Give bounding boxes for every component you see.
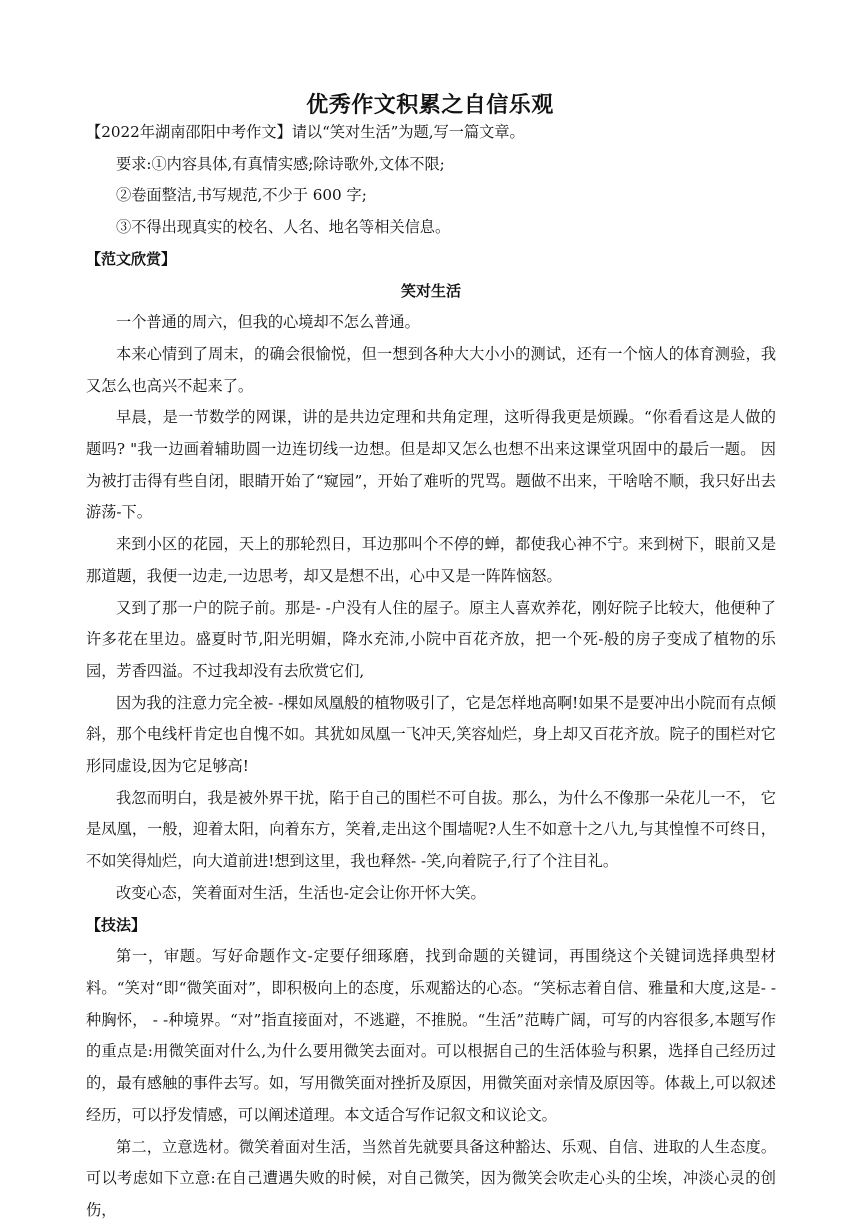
requirement-3: ③不得出现真实的校名、人名、地名等相关信息。 <box>116 218 451 237</box>
essay-title: 笑对生活 <box>400 281 461 300</box>
technique-paragraph: 第二，立意选材。微笑着面对生活，当然首先就要具备这种豁达、乐观、自信、进取的人生态度。可以考虑如下立意:在自己遭遇失败的时候，对自己微笑，因为微笑会吹走心头的尘埃，冲淡心灵的创伤， <box>86 1137 776 1219</box>
sample-essay-heading: 【范文欣赏】 <box>86 249 177 268</box>
prompt-text: 【2022年湖南邵阳中考作文】请以“笑对生活”为题,写一篇文章。 <box>86 123 525 141</box>
essay-paragraph: 来到小区的花园，天上的那轮烈日，耳边那叫个不停的蝉，都使我心神不宁。来到树下，眼前又是那道题，我便一边走,一边思考，却又是想不出，心中又是一阵阵恼怒。 <box>86 535 776 585</box>
requirement-2: ②卷面整洁,书写规范,不少于 600 字; <box>116 186 367 205</box>
essay-paragraph: 又到了那一户的院子前。那是- -户没有人住的屋子。原主人喜欢养花，刚好院子比较大，他便种了许多花在里边。盛夏时节,阳光明媚，降水充沛,小院中百花齐放，把一个死-般的房子变成了植物的乐园，芳香四溢。不过我却没有去欣赏它们, <box>86 598 776 680</box>
technique-paragraph: 第一，审题。写好命题作文-定要仔细琢磨，找到命题的关键词，再围绕这个关键词选择典型材料。“笑对“即“微笑面对”，即积极向上的态度，乐观豁达的心态。“笑标志着自信、雅量和大度,这是- -种胸怀， - -种境界。“对”指直接面对，不逃避，不推脱。“生活”范畴广阔，可写的内容很多,本题写作的重点是:用微笑面对什么,为什么要用微笑去面对。可以根据自己的生活体验与积累，选择自己经历过的，最有感触的事件去写。如，写用微笑面对挫折及原因，用微笑面对亲情及原因等。体裁上,可以叙述经历，可以抒发情感，可以阐述道理。本文适合写作记叙文和议论文。 <box>86 947 776 1124</box>
essay-paragraph: 一个普通的周六，但我的心境却不怎么普通。 <box>116 313 420 332</box>
document-body <box>86 117 776 1227</box>
document-title: 优秀作文积累之自信乐观 <box>306 93 554 118</box>
essay-paragraph: 因为我的注意力完全被- -棵如凤凰般的植物吸引了，它是怎样地高啊!如果不是要冲出小院而有点倾斜，那个电线杆肯定也自愧不如。其犹如凤凰一飞冲天,笑容灿烂，身上却又百花齐放。院子的围栏对它形同虚设,因为它足够高! <box>86 693 776 776</box>
essay-paragraph: 改变心态，笑着面对生活，生活也-定会让你开怀大笑。 <box>116 883 486 902</box>
technique-heading: 【技法】 <box>86 915 147 934</box>
essay-paragraph: 本来心情到了周末，的确会很愉悦，但一想到各种大大小小的测试，还有一个恼人的体育测验，我又怎么也高兴不起来了。 <box>86 344 776 395</box>
requirement-1: 要求:①内容具体,有真情实感;除诗歌外,文体不限; <box>116 154 445 173</box>
essay-paragraph: 早晨，是一节数学的网课，讲的是共边定理和共角定理，这听得我更是烦躁。“你看看这是人做的题吗? "我一边画着辅助圆一边连切线一边想。但是却又怎么也想不出来这课堂巩固中的最后一题。 因为被打击得有些自闭，眼睛开始了“窥园”，开始了难听的咒骂。题做不出来，干啥啥不顺，我只好出去游荡-下。 <box>86 408 776 522</box>
essay-paragraph: 我忽而明白，我是被外界干扰，陷于自己的围栏不可自拔。那么，为什么不像那一朵花儿一不， 它是凤凰，一般，迎着太阳，向着东方，笑着,走出这个围墙呢?人生不如意十之八九,与其惶惶不可终日，不如笑得灿烂，向大道前进!想到这里，我也释然- -笑,向着院子,行了个注目礼。 <box>86 788 776 871</box>
